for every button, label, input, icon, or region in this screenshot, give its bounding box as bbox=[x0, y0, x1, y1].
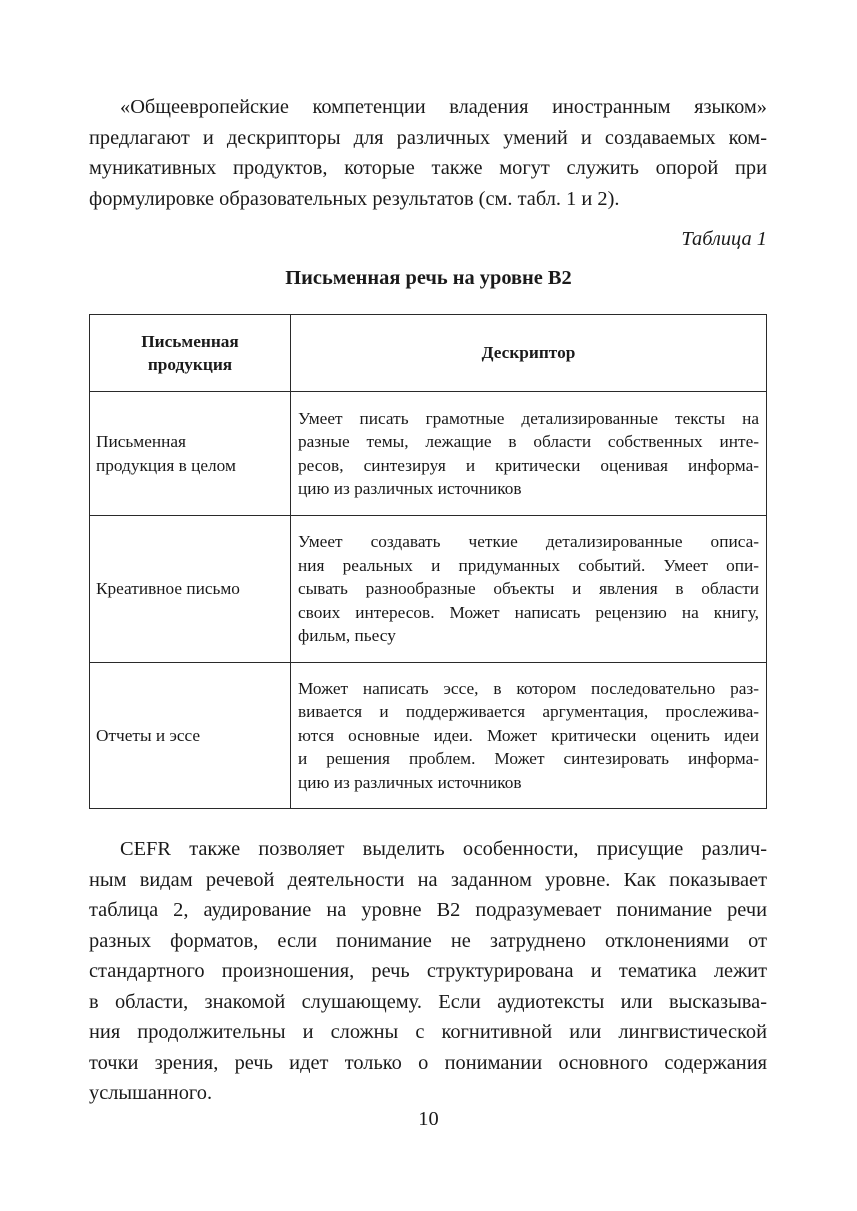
descriptor-line: сывать разнообразные объекты и явления в области bbox=[298, 579, 759, 599]
descriptor-line: своих интересов. Может написать рецензию на книгу, bbox=[298, 602, 759, 622]
row-descriptor-cell bbox=[291, 663, 767, 809]
descriptor-line: ются основные идеи. Может критически оценить идеи bbox=[298, 725, 759, 745]
descriptor-table bbox=[89, 314, 767, 809]
table-row bbox=[90, 516, 767, 663]
closing-line: в области, знакомой слушающему. Если аудиотексты или высказыва- bbox=[89, 990, 767, 1013]
row-name-cell bbox=[90, 392, 291, 516]
table-label: Таблица 1 bbox=[681, 228, 767, 250]
table-row bbox=[90, 663, 767, 809]
descriptor-line: ния реальных и придуманных событий. Умеет опи- bbox=[298, 555, 759, 575]
header-col1-line1: Письменная bbox=[141, 331, 239, 351]
intro-line: «Общеевропейские компетенции владения иностранным языком» bbox=[120, 96, 767, 118]
descriptor-line: вивается и поддерживается аргументация, прослежива- bbox=[298, 702, 759, 722]
intro-paragraph bbox=[89, 92, 767, 214]
table-title: Письменная речь на уровне В2 bbox=[285, 267, 572, 289]
descriptor-line: Умеет создавать четкие детализированные описа- bbox=[298, 532, 759, 552]
descriptor-line: и решения проблем. Может синтезировать информа- bbox=[298, 749, 759, 769]
row-name-cell bbox=[90, 516, 291, 663]
descriptor-line: ресов, синтезируя и критически оценивая информа- bbox=[298, 455, 759, 475]
closing-line: таблица 2, аудирование на уровне В2 подразумевает понимание речи bbox=[89, 899, 767, 921]
header-cell-descriptor: Дескриптор bbox=[291, 315, 767, 392]
closing-line: точки зрения, речь идет только о понимании основного содержания bbox=[89, 1051, 767, 1074]
descriptor-line: фильм, пьесу bbox=[298, 626, 396, 646]
descriptor-line: Умеет писать грамотные детализированные тексты на bbox=[298, 408, 759, 428]
row-name-cell bbox=[90, 663, 291, 809]
page-number: 10 bbox=[418, 1108, 439, 1130]
row-name-line: Отчеты и эссе bbox=[96, 725, 201, 745]
row-name-line: продукция в целом bbox=[96, 455, 236, 475]
closing-line: услышанного. bbox=[89, 1082, 213, 1104]
header-col1-line2: продукция bbox=[147, 355, 233, 374]
descriptor-line: разные темы, лежащие в области собственных инте- bbox=[298, 432, 759, 451]
closing-line: ния продолжительны и сложны с когнитивной или лингвистической bbox=[89, 1021, 767, 1043]
table-row bbox=[90, 392, 767, 516]
intro-line: муникативных продуктов, которые также могут служить опорой при bbox=[89, 157, 767, 179]
descriptor-line: цию из различных источников bbox=[298, 479, 522, 498]
table-header-row bbox=[90, 315, 767, 392]
closing-paragraph bbox=[89, 834, 767, 1109]
descriptor-line: цию из различных источников bbox=[298, 772, 522, 792]
row-descriptor-cell bbox=[291, 516, 767, 663]
row-name-line: Письменная bbox=[96, 432, 187, 451]
header-cell-production bbox=[90, 315, 291, 392]
closing-line: разных форматов, если понимание не затруднено отклонениями от bbox=[89, 929, 767, 952]
closing-line: ным видам речевой деятельности на заданном уровне. Как показывает bbox=[89, 868, 767, 891]
closing-line: CEFR также позволяет выделить особенности, присущие различ- bbox=[120, 838, 767, 860]
row-descriptor-cell bbox=[291, 392, 767, 516]
descriptor-line: Может написать эссе, в котором последовательно раз- bbox=[298, 678, 759, 698]
row-name-line: Креативное письмо bbox=[96, 579, 240, 599]
closing-line: стандартного произношения, речь структурирована и тематика лежит bbox=[89, 960, 767, 982]
intro-line: формулировке образовательных результатов (см. табл. 1 и 2). bbox=[89, 187, 620, 210]
intro-line: предлагают и дескрипторы для различных умений и создаваемых ком- bbox=[89, 126, 767, 149]
